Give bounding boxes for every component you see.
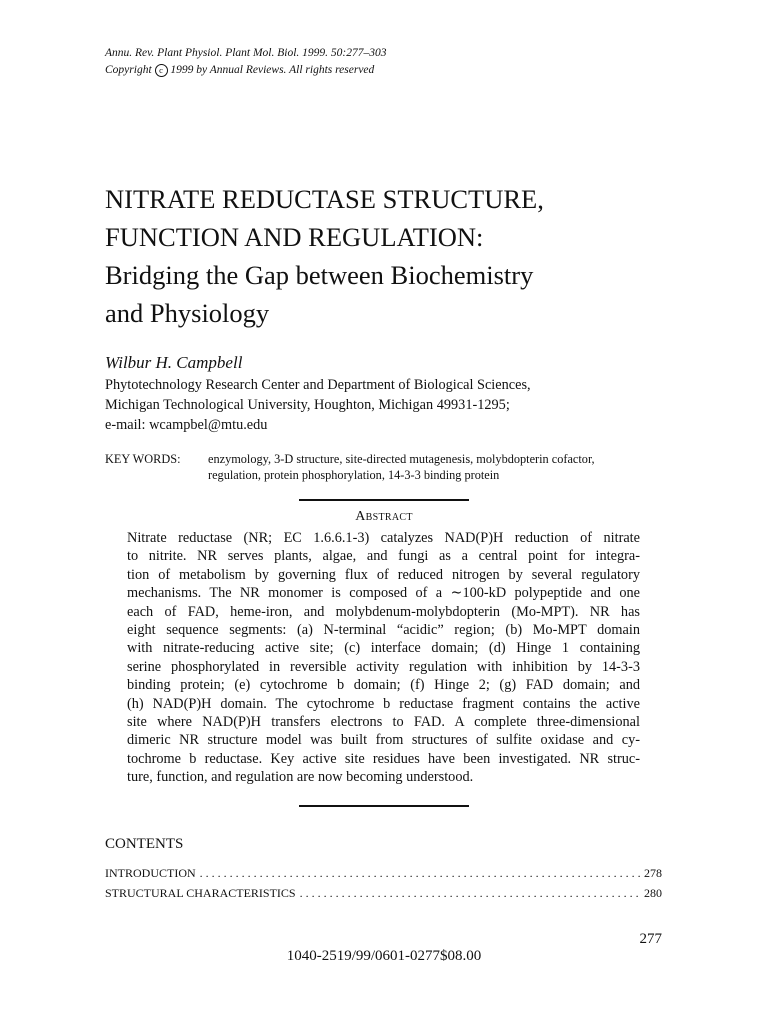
citation-header: [105, 45, 387, 79]
toc-entry-page: 278: [644, 866, 662, 880]
abstract-line: site where NAD(P)H transfers electrons to FAD. A complete three-dimensional: [127, 713, 640, 730]
abstract-line: tochrome b reductase. Key active site residues have been investigated. NR struc-: [127, 750, 640, 767]
toc-entry[interactable]: [105, 886, 662, 901]
abstract-bottom-rule: [299, 805, 469, 807]
abstract-line: (h) NAD(P)H domain. The cytochrome b reductase fragment contains the active: [127, 695, 640, 712]
abstract-line: Nitrate reductase (NR; EC 1.6.6.1-3) catalyzes NAD(P)H reduction of nitrate: [127, 530, 640, 546]
subtitle-line: Bridging the Gap between Biochemistry: [105, 260, 534, 290]
keywords-line: enzymology, 3-D structure, site-directed mutagenesis, molybdopterin cofactor,: [208, 452, 595, 466]
contents-heading: CONTENTS: [105, 836, 184, 852]
copyright-symbol: c: [155, 64, 168, 77]
copyright-text: 1999 by Annual Reviews. All rights reserved: [170, 64, 375, 76]
journal-citation: Annu. Rev. Plant Physiol. Plant Mol. Biol. 1999. 50:277–303: [105, 47, 387, 59]
author-name: Wilbur H. Campbell: [105, 353, 243, 372]
keywords-line: regulation, protein phosphorylation, 14-3-3 binding protein: [208, 468, 500, 482]
article-identifier: 1040-2519/99/0601-0277$08.00: [286, 948, 482, 964]
affiliation-line: Michigan Technological University, Houghton, Michigan 49931-1295;: [105, 397, 510, 413]
abstract-line: dimeric NR structure model was built from structures of sulfite oxidase and cy-: [127, 732, 640, 749]
email-line: e-mail: wcampbel@mtu.edu: [105, 417, 268, 433]
abstract-top-rule: [299, 499, 469, 501]
copyright-line: [105, 62, 387, 79]
subtitle-line: and Physiology: [105, 298, 270, 328]
toc-entry-label: STRUCTURAL CHARACTERISTICS: [105, 886, 296, 900]
page-number: 277: [639, 931, 662, 947]
author-affiliation: [105, 375, 685, 435]
keywords-list: [208, 451, 678, 483]
abstract-line: mechanisms. The NR monomer is composed of a ∼100-kD polypeptide and one: [127, 585, 640, 602]
abstract-line: tion of metabolism by governing flux of reduced nitrogen by several regulatory: [127, 566, 640, 583]
abstract-line: eight sequence segments: (a) N-terminal “acidic” region; (b) Mo-MPT domain: [127, 621, 640, 638]
toc-entry-page: 280: [644, 886, 662, 900]
title-line: NITRATE REDUCTASE STRUCTURE,: [105, 184, 544, 214]
title-line: FUNCTION AND REGULATION:: [105, 222, 484, 252]
article-title: [105, 180, 705, 332]
abstract-line: with nitrate-reducing active site; (c) interface domain; (d) Hinge 1 containing: [127, 640, 640, 657]
abstract-line: ture, function, and regulation are now becoming understood.: [127, 769, 474, 786]
abstract-line: binding protein; (e) cytochrome b domain; (f) Hinge 2; (g) FAD domain; and: [127, 677, 640, 694]
abstract-line: serine phosphorylated in reversible activity regulation with inhibition by 14-3-3: [127, 658, 640, 675]
abstract-heading: Abstract: [355, 509, 413, 524]
copyright-prefix: Copyright: [105, 64, 152, 76]
toc-entry[interactable]: [105, 866, 662, 881]
keywords-label: KEY WORDS:: [105, 452, 181, 466]
toc-entry-label: INTRODUCTION: [105, 866, 196, 880]
abstract-line: each of FAD, heme-iron, and molybdenum-molybdopterin (Mo-MPT). NR has: [127, 603, 640, 620]
affiliation-line: Phytotechnology Research Center and Department of Biological Sciences,: [105, 377, 531, 393]
abstract-body: [127, 529, 640, 786]
toc-leader-dots: [200, 866, 640, 881]
toc-leader-dots: [300, 886, 640, 901]
abstract-line: to nitrite. NR serves plants, algae, and fungi as a central point for integra-: [127, 548, 640, 565]
